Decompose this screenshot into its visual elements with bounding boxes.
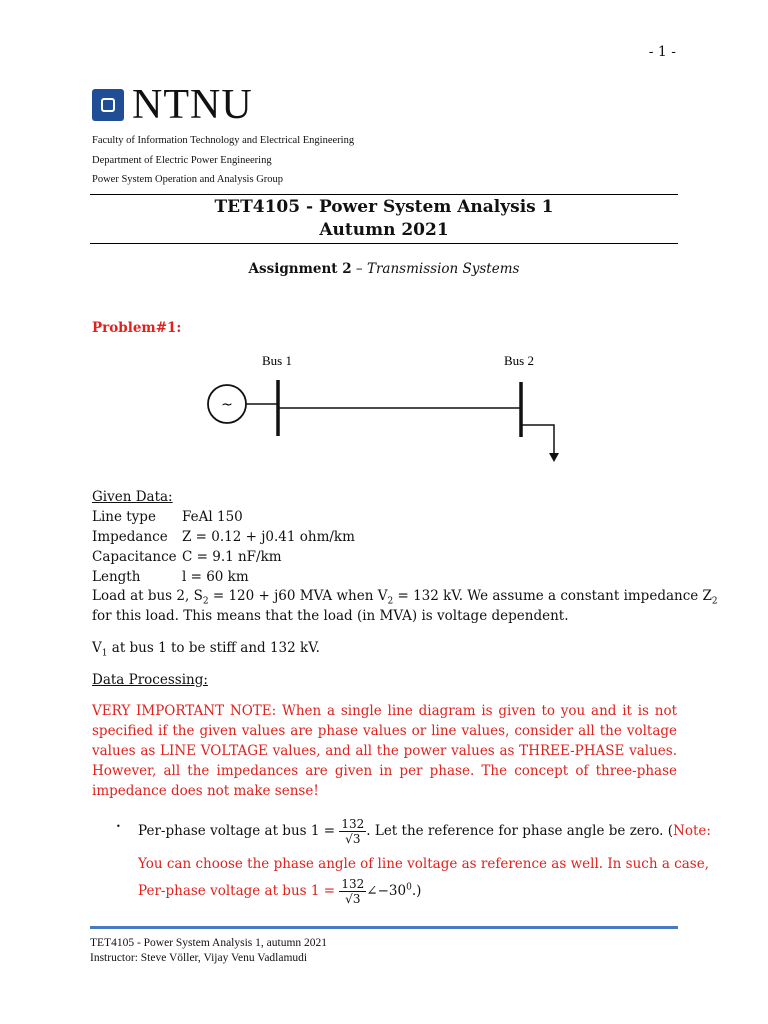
- bullet-prefix: Per-phase voltage at bus 1 =: [138, 823, 340, 839]
- v1-text-a: V: [92, 640, 102, 656]
- given-row: [92, 547, 282, 567]
- v1-line: [92, 638, 320, 664]
- load-line-2: for this load. This means that the load (in MVA) is voltage dependent.: [92, 608, 569, 624]
- bullet-line-1: [138, 817, 711, 846]
- given-row: [92, 507, 243, 527]
- load-text-c: = 132 kV. We assume a constant impedance Z: [393, 588, 712, 604]
- bullet-line-3: [138, 877, 421, 906]
- header-rule-bottom: [90, 243, 678, 244]
- given-row: [92, 567, 249, 587]
- assignment-heading: [90, 261, 678, 277]
- given-row: [92, 527, 355, 547]
- page-number: - 1 -: [648, 44, 676, 60]
- bullet-icon: •: [116, 822, 121, 831]
- footer-rule: [90, 926, 678, 929]
- footer-course: TET4105 - Power System Analysis 1, autumn 2021: [90, 937, 328, 949]
- load-sub-z: 2: [711, 596, 718, 607]
- group-line: Power System Operation and Analysis Group: [92, 174, 284, 185]
- generator-symbol: ~: [221, 397, 233, 413]
- given-label: Impedance: [92, 529, 168, 545]
- given-data-heading: Given Data:: [92, 489, 173, 505]
- v1-text-b: at bus 1 to be stiff and 132 kV.: [107, 640, 320, 656]
- angle-value: ∠−30: [366, 883, 407, 899]
- given-value: Z = 0.12 + j0.41 ohm/km: [182, 529, 355, 545]
- header-rule-top: [90, 194, 678, 195]
- assignment-dash: –: [351, 261, 367, 277]
- ntnu-logo-icon: [92, 89, 124, 121]
- fraction: [339, 877, 366, 906]
- given-label: Capacitance: [92, 549, 177, 565]
- angle-degree: 0: [406, 882, 412, 893]
- faculty-line: Faculty of Information Technology and Electrical Engineering: [92, 135, 355, 146]
- fraction-denominator: √3: [345, 832, 361, 846]
- v1-sub: 1: [101, 648, 108, 659]
- given-value: FeAl 150: [182, 509, 243, 525]
- load-arrow-icon: [549, 453, 559, 462]
- load-connector: [521, 425, 554, 455]
- given-value: l = 60 km: [182, 569, 249, 585]
- logo-text: NTNU: [132, 82, 253, 128]
- given-label: Length: [92, 569, 141, 585]
- bullet-note-word: Note:: [673, 823, 711, 839]
- bullet-line-2: You can choose the phase angle of line voltage as reference as well. In such a case,: [138, 856, 709, 872]
- fraction-denominator: √3: [345, 892, 361, 906]
- load-text-a: Load at bus 2, S: [92, 588, 203, 604]
- single-line-diagram: [190, 345, 590, 470]
- bullet-line3-prefix: Per-phase voltage at bus 1 =: [138, 883, 340, 899]
- load-sub-v: 2: [387, 596, 394, 607]
- department-line: Department of Electric Power Engineering: [92, 155, 272, 166]
- load-sub-s: 2: [202, 596, 209, 607]
- fraction: [339, 817, 366, 846]
- given-value: C = 9.1 nF/km: [182, 549, 282, 565]
- bullet-close: .): [411, 883, 422, 899]
- footer-instructors: Instructor: Steve Völler, Vijay Venu Vadlamudi: [90, 952, 308, 964]
- data-processing-heading: Data Processing:: [92, 672, 208, 688]
- ntnu-logo: [92, 84, 253, 126]
- important-note: VERY IMPORTANT NOTE: When a single line diagram is given to you and it is not specified if the given values are phase values or line values, consider all the voltage values as LINE VOLTAGE values, and all the power values as THREE-PHASE values. However, all the impedances are given in per phase. The concept of three-phase impedance does not make sense!: [92, 703, 677, 799]
- assignment-label: Assignment 2: [248, 261, 352, 277]
- bus1-label: Bus 1: [262, 353, 292, 368]
- given-label: Line type: [92, 509, 156, 525]
- assignment-topic: Transmission Systems: [366, 261, 520, 277]
- fraction-numerator: 132: [341, 877, 365, 891]
- load-text-b: = 120 + j60 MVA when V: [208, 588, 388, 604]
- term: Autumn 2021: [319, 220, 449, 240]
- problem-title: Problem#1:: [92, 320, 182, 336]
- fraction-numerator: 132: [341, 817, 365, 831]
- bus2-label: Bus 2: [504, 353, 534, 368]
- course-title: TET4105 - Power System Analysis 1: [214, 197, 554, 217]
- bullet-middle: . Let the reference for phase angle be zero. (: [366, 823, 673, 839]
